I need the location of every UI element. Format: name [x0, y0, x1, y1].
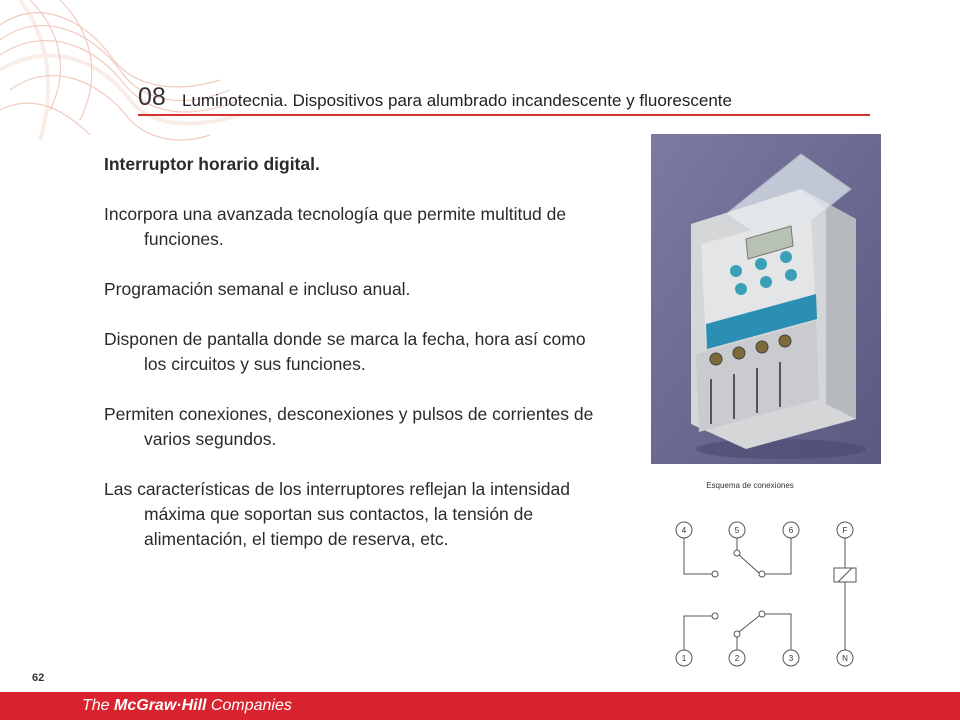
terminal-label: 5 — [734, 526, 740, 535]
chapter-number: 08 — [138, 83, 166, 111]
decorative-swirl — [0, 0, 260, 160]
body-paragraph: Las características de los interruptores reflejan la intensidad máxima que soportan sus contactos, la tensión de alimentación, el tiempo de reserva, etc. — [104, 479, 570, 549]
timer-switch-photo — [651, 134, 881, 464]
page-number: 62 — [32, 672, 45, 684]
wiring-diagram — [660, 472, 880, 682]
body-paragraph: Incorpora una avanzada tecnología que permite multitud de funciones. — [104, 204, 567, 249]
terminal-label: 3 — [788, 654, 794, 663]
body-paragraph: Permiten conexiones, desconexiones y pulsos de corrientes de varios segundos. — [104, 404, 594, 449]
terminal-label: 4 — [681, 526, 687, 535]
terminal-label: 1 — [681, 654, 687, 663]
body-heading: Interruptor horario digital. — [104, 154, 320, 174]
body-paragraph: Disponen de pantalla donde se marca la fecha, hora así como los circuitos y sus funciones. — [104, 329, 586, 374]
publisher-logo: The McGraw·Hill Companies — [82, 697, 292, 714]
terminal-label: 2 — [734, 654, 740, 663]
terminal-label: N — [842, 654, 848, 663]
chapter-title: Luminotecnia. Dispositivos para alumbrado incandescente y fluorescente — [182, 91, 732, 110]
slide-header — [138, 82, 870, 116]
terminal-label: F — [842, 526, 848, 535]
footer-bar — [0, 692, 960, 720]
terminal-label: 6 — [788, 526, 794, 535]
slide-body — [104, 152, 604, 577]
body-paragraph: Programación semanal e incluso anual. — [104, 279, 411, 299]
diagram-title: Esquema de conexiones — [706, 481, 794, 490]
header-rule — [138, 114, 870, 116]
